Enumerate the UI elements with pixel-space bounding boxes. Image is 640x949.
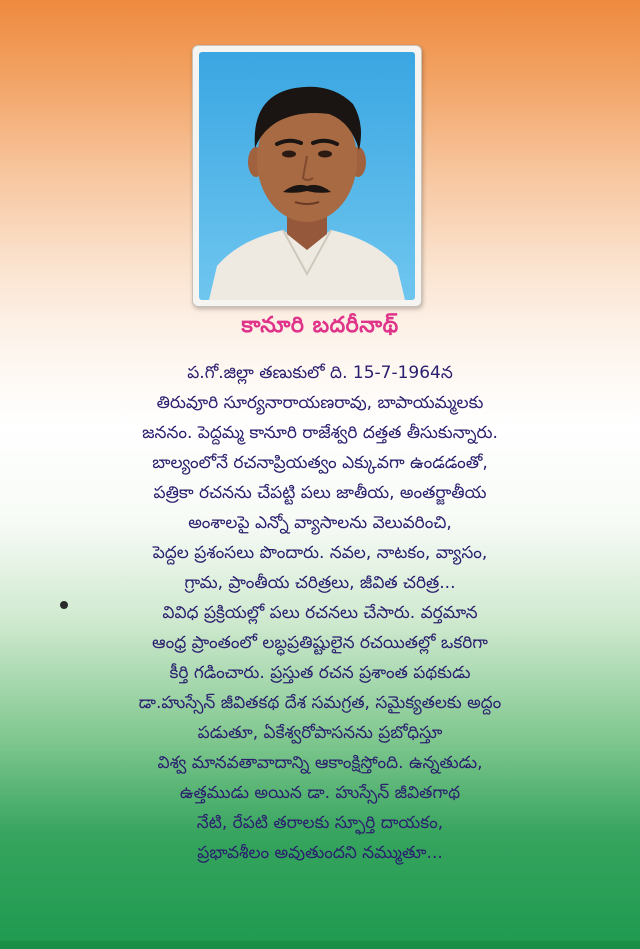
bio-line: పత్రికా రచనను చేపట్టి పలు జాతీయ, అంతర్జాతీయ [153, 483, 487, 503]
bio-line: కీర్తి గడించారు. ప్రస్తుత రచన ప్రశాంత పథకుడు [169, 663, 471, 683]
bio-line: ప్రభావశీలం అవుతుందని నమ్ముతూ... [197, 843, 443, 863]
bio-line: విశ్వ మానవతావాదాన్ని ఆకాంక్షిస్తోంది. ఉన్నతుడు, [157, 753, 483, 773]
print-speck [60, 601, 68, 609]
bio-line: ప.గో.జిల్లా తణుకులో ది. 15-7-1964న [187, 363, 453, 383]
bio-line: పెద్దల ప్రశంసలు పొందారు. నవల, నాటకం, వ్యాసం, [152, 543, 488, 563]
bio-line: ఆంధ్ర ప్రాంతంలో లబ్ధప్రతిష్టులైన రచయితల్లో ఒకరిగా [152, 633, 488, 653]
bio-line: పడుతూ, ఏకేశ్వరోపాసనను ప్రబోధిస్తూ [197, 723, 443, 743]
bio-line: జననం. పెద్దమ్మ కానూరి రాజేశ్వరి దత్తత తీసుకున్నారు. [142, 423, 498, 443]
author-photo [199, 52, 415, 300]
bio-line: నేటి, రేపటి తరాలకు స్ఫూర్తి దాయకం, [196, 813, 444, 833]
bio-line: వివిధ ప్రక్రియల్లో పలు రచనలు చేసారు. వర్తమాన [162, 603, 478, 623]
author-bio [40, 358, 600, 868]
author-photo-frame [192, 45, 422, 307]
bio-line: తిరువూరి సూర్యనారాయణరావు, బాపాయమ్మలకు [156, 393, 484, 413]
bio-line: ఉత్తముడు అయిన డా. హుస్సేన్ జీవితగాథ [179, 783, 461, 803]
author-name: కానూరి బదరీనాథ్ [241, 313, 399, 338]
bio-line: డా.హుస్సేన్ జీవితకథ దేశ సమగ్రత, సమైక్యతలకు అద్దం [138, 693, 502, 713]
bio-line: బాల్యంలోనే రచనాప్రియత్వం ఎక్కువగా ఉండడంతో, [152, 453, 488, 473]
bio-line: గ్రామ, ప్రాంతీయ చరిత్రలు, జీవిత చరిత్ర... [184, 573, 456, 593]
bio-line: అంశాలపై ఎన్నో వ్యాసాలను వెలువరించి, [188, 513, 452, 533]
